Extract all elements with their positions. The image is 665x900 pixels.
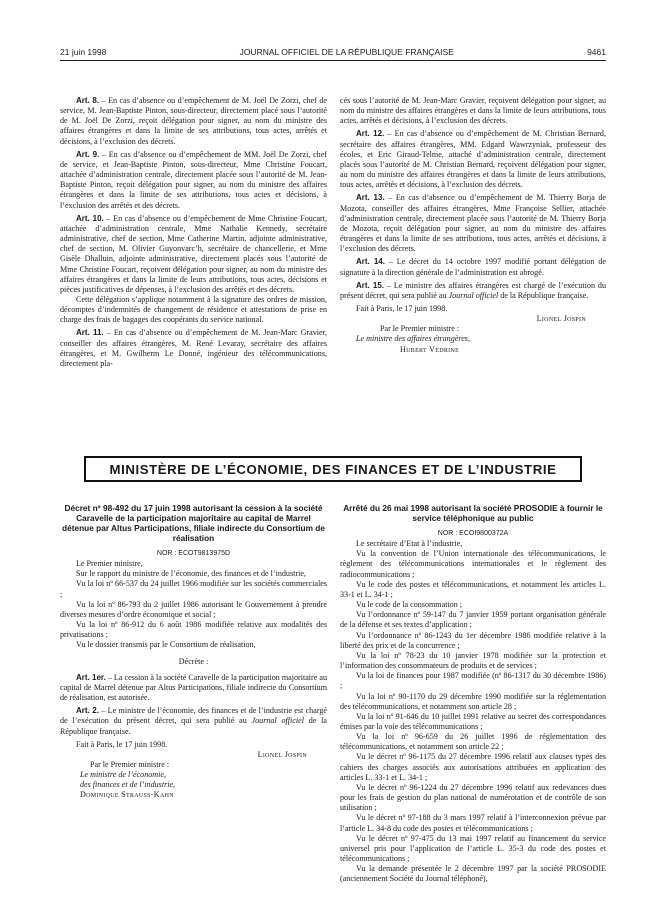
article-10-para-2: Cette délégation s’applique notamment à la signature des ordres de mission, décomptes d’indemnités de changement de résidence et attestations de prise en charge des frais de bagages des coopérants du service national. xyxy=(60,294,327,325)
decree-minister-name: Dominique Strauss-Kahn xyxy=(80,790,174,800)
arrete-para-11: Vu la loi nº 96-659 du 26 juillet 1996 de réglementation des télécommunications, et notamment son article 22 ; xyxy=(340,732,606,752)
decree-preamble-1: Le Premier ministre, xyxy=(76,559,143,569)
decree-preamble-4: Vu la loi nº 86-793 du 2 juillet 1986 autorisant le Gouvernement à prendre diverses mesures d’ordre économique et social ; xyxy=(60,599,327,619)
decree-signature-date: Fait à Paris, le 17 juin 1998. xyxy=(76,739,168,749)
decree-preamble-2: Sur le rapport du ministre de l’économie, des finances et de l’industrie, xyxy=(76,569,306,579)
arrete-para-15: Vu le décret nº 97-475 du 13 mai 1997 relatif au financement du service universel pris pour l’application de l’article L. 35-3 du code des postes et télécommunications ; xyxy=(340,833,606,863)
arrete-title: Arrêté du 26 mai 1998 autorisant la société PROSODIE à fournir le service téléphonique au public xyxy=(343,503,603,523)
signature-date: Fait à Paris, le 17 juin 1998. xyxy=(356,303,448,313)
decree-minister-title-2: des finances et de l’industrie, xyxy=(80,780,176,790)
signer-name: Lionel Jospin xyxy=(536,314,586,324)
decree-preamble-6: Vu le dossier transmis par le Consortium de réalisation, xyxy=(76,640,256,650)
article-13: Art. 13. – En cas d’absence ou d’empêchement de M. Thierry Borja de Mozota, conseiller des affaires étrangères, Mme Françoise Sellier, attachée d’administration centrale, directement placée sous l’autorité de M. Thierry Borja de Mozota, reçoit délégation pour signer, au nom du ministre des affaires étrangères et dans la limite de ses attributions, tous actes, arrêtés et décisions, à l’exclusion des décrets. xyxy=(340,193,606,254)
decree-nor: NOR : ECOT9813975D xyxy=(156,550,231,557)
header-rule xyxy=(60,60,606,61)
header-date: 21 juin 1998 xyxy=(60,47,107,57)
arrete-para-6: Vu l’ordonnance nº 86-1243 du 1er décembre 1986 modifiée relative à la liberté des prix et de la concurrence ; xyxy=(340,630,606,650)
ministry-banner: MINISTÈRE DE L’ÉCONOMIE, DES FINANCES ET DE L’INDUSTRIE xyxy=(84,456,582,482)
page-header xyxy=(60,47,606,57)
header-page-number: 9461 xyxy=(587,47,606,57)
decree-by-pm: Par le Premier ministre : xyxy=(90,759,170,769)
decree-article-2: Art. 2. – Le ministre de l’économie, des finances et de l’industrie est chargé de l’exécution du présent décret, qui sera publié au Journal officiel de la République française. xyxy=(60,706,328,736)
decree-preamble-5: Vu la loi nº 86-912 du 6 août 1986 modifiée relative aux modalités des privatisations ; xyxy=(60,620,327,640)
decree-article-1: Art. 1er. – La cession à la société Caravelle de la participation majoritaire au capital de Marrel détenue par Altus Participations, filiale indirecte du Consortium de réalisation, est autorisée. xyxy=(60,672,328,703)
bottom-right-column xyxy=(340,503,606,884)
arrete-para-8: Vu la loi de finances pour 1987 modifiée (nº 86-1317 du 30 décembre 1986) ; xyxy=(340,671,606,691)
decree-decrete: Décrète : xyxy=(178,656,209,666)
arrete-para-14: Vu le décret nº 97-188 du 3 mars 1997 relatif à l’interconnexion prévue par l’article L. 34-8 du code des postes et télécommunications ; xyxy=(340,813,606,833)
article-8: Art. 8. – En cas d’absence ou d’empêchement de M. Joël De Zorzi, chef de service, M. Jean-Baptiste Pinton, sous-directeur, directement placé sous l’autorité de M. Joël De Zorzi, reçoit délégation pour signer, au nom du ministre des affaires étrangères et dans la limite de ses attributions, tous actes, arrêtés et décisions, à l’exclusion des décrets. xyxy=(60,96,328,146)
article-15: Art. 15. – Le ministre des affaires étrangères est chargé de l’exécution du présent décret, qui sera publié au Journal officiel de la République française. xyxy=(340,280,607,300)
header-title: JOURNAL OFFICIEL DE LA RÉPUBLIQUE FRANÇAISE xyxy=(239,47,454,57)
article-9: Art. 9. – En cas d’absence ou d’empêchement de MM. Joël De Zorzi, chef de service, et Jean-Baptiste Pinton, sous-directeur, Mme Christine Foucart, attachée d’administration centrale, directement placée sous l’autorité de M. Jean-Baptiste Pinton, reçoit délégation pour signer, au nom du ministre des affaires étrangères et dans la limite de ses attributions, tous actes et décisions, à l’exclusion des arrêtés et des décrets. xyxy=(60,149,327,210)
article-12: Art. 12. – En cas d’absence ou d’empêchement de M. Christian Bernard, secrétaire des affaires étrangères, MM. Edgard Wawrzyniak, professeur des écoles, et Eric Giraud-Telme, attaché d’administration centrale, directement placés sous l’autorité de M. Christian Bernard, reçoivent délégation pour signer, au nom du ministre des affaires étrangères et dans la limite de leurs attributions, tous actes, arrêtés et décisions, à l’exclusion des décrets. xyxy=(340,129,606,190)
arrete-para-10: Vu la loi nº 91-646 du 10 juillet 1991 relative au secret des correspondances émises par la voie des télécommunications ; xyxy=(340,711,606,731)
arrete-para-1: Le secrétaire d’Etat à l’industrie, xyxy=(356,539,463,549)
decree-preamble-3: Vu la loi nº 66-537 du 24 juillet 1966 modifiée sur les sociétés commerciales ; xyxy=(60,579,327,599)
arrete-para-2: Vu la convention de l’Union internationale des télécommunications, le règlement des télécommunications internationales et le règlement des radiocommunications ; xyxy=(340,549,606,579)
arrete-nor: NOR : ECOI9800372A xyxy=(437,530,509,537)
decree-minister-title-1: Le ministre de l’économie, xyxy=(80,770,167,780)
minister-name: Hubert Védrine xyxy=(400,344,460,354)
article-10: Art. 10. – En cas d’absence ou d’empêchement de Mme Christine Foucart, attachée d’administration centrale, Mme Nathalie Kennedy, secrétaire administrative, chef de section, Mme Catherine Martin, adjointe administrative, chef de section, M. Olivier Guyonvarc’h, secrétaire de chancellerie, et Mme Gisèle Dhalluin, adjointe administrative, directement placés sous l’autorité de Mme Christine Foucart, reçoivent délégation pour signer, au nom du ministre des affaires étrangères et dans la limite de leurs attributions, tous actes, décisions et pièces justificatives de dépenses, à l’exclusion des arrêtés et des décrets. xyxy=(60,213,328,294)
arrete-para-5: Vu l’ordonnance nº 59-147 du 7 janvier 1959 portant organisation générale de la défense et ses textes d’application ; xyxy=(340,610,606,630)
by-prime-minister: Par le Premier ministre : xyxy=(380,324,460,334)
article-11: Art. 11. – En cas d’absence ou d’empêchement de M. Jean-Marc Gravier, conseiller des affaires étrangères, M. René Levaray, secrétaire des affaires étrangères, et M. Gwilherm Le Donné, ingénieur des télécommunications, directement pla- xyxy=(60,328,327,368)
decree-title: Décret nº 98-492 du 17 juin 1998 autorisant la cession à la société Caravelle de la participation majoritaire au capital de Marrel détenue par Altus Participations, filiale indirecte du Consortium de réalisation xyxy=(62,503,325,543)
top-right-column xyxy=(340,96,606,355)
arrete-para-3: Vu le code des postes et télécommunications, et notamment les articles L. 33-1 et L. 34-1 ; xyxy=(340,579,606,599)
arrete-para-12: Vu le décret nº 96-1175 du 27 décembre 1996 relatif aux clauses types des cahiers des charges associés aux autorisations attribuées en application des articles L. 33-1 et L. 34-1 ; xyxy=(340,752,606,782)
article-14: Art. 14. – Le décret du 14 octobre 1997 modifié portant délégation de signature à la direction générale de l’administration est abrogé. xyxy=(340,257,606,277)
arrete-para-9: Vu la loi nº 90-1170 du 29 décembre 1990 modifiée sur la réglementation des télécommunications, et notamment son article 28 ; xyxy=(340,691,606,711)
decree-signer: Lionel Jospin xyxy=(257,749,307,759)
minister-title: Le ministre des affaires étrangères, xyxy=(356,334,470,344)
arrete-para-4: Vu le code de la consommation ; xyxy=(356,600,463,610)
arrete-para-16: Vu la demande présentée le 2 décembre 1997 par la société PROSODIE (anciennement Société du Journal téléphoné), xyxy=(340,864,606,884)
article-11-continued: cés sous l’autorité de M. Jean-Marc Gravier, reçoivent délégation pour signer, au nom du ministre des affaires étrangères et dans la limite de leurs attributions, tous actes, arrêtés et décisions, à l’exclusion des décrets. xyxy=(340,96,606,126)
bottom-left-column xyxy=(60,503,327,801)
arrete-para-13: Vu le décret nº 96-1224 du 27 décembre 1996 relatif aux redevances dues pour les frais de gestion du plan national de numérotation et de contrôle de son utilisation ; xyxy=(340,782,606,813)
arrete-para-7: Vu la loi nº 78-23 du 10 janvier 1978 modifiée sur la protection et l’information des consommateurs de produits et de services ; xyxy=(340,650,606,671)
top-left-column xyxy=(60,96,327,369)
